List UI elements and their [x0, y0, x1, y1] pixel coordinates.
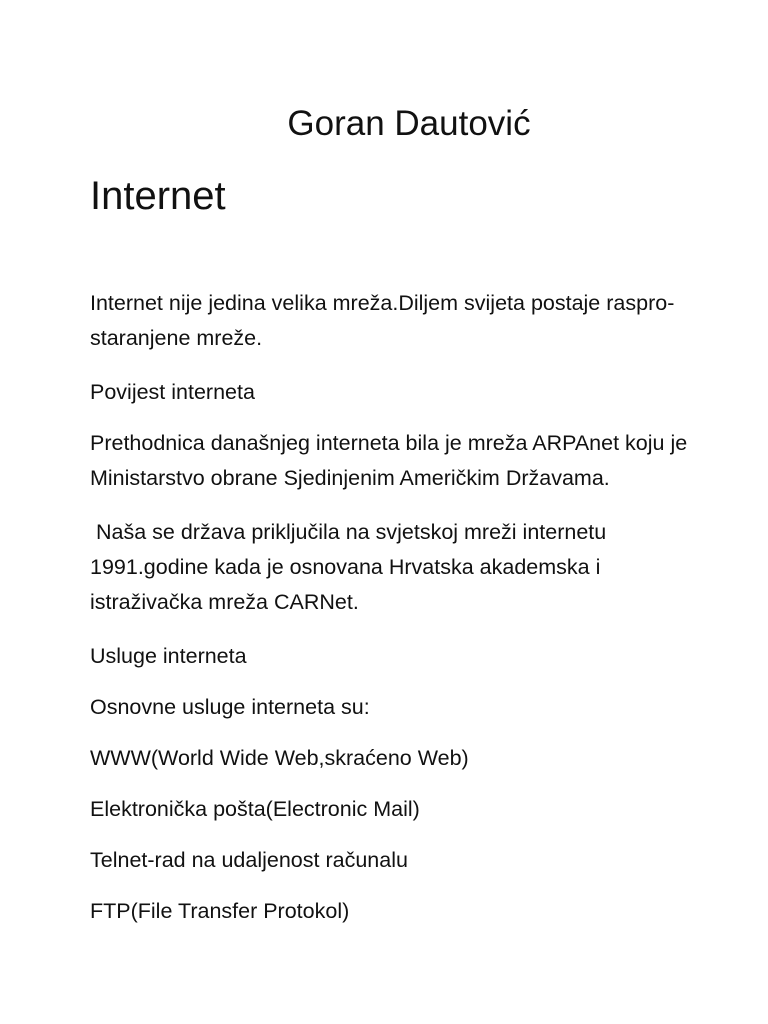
document-body [90, 286, 694, 945]
paragraph-history: Prethodnica današnjeg interneta bila je mreža ARPAnet koju je Ministarstvo obrane Sjedinjenim Američkim Državama. [90, 431, 694, 490]
paragraph-croatia: Naša se država priključila na svjetskoj mreži internetu 1991.godine kada je osnovana Hrvatska akademska i istraživačka mreža CARNet. [90, 520, 613, 614]
heading-services: Usluge interneta [90, 644, 247, 668]
list-item-email: Elektronička pošta(Electronic Mail) [90, 797, 420, 821]
paragraph-services-intro: Osnovne usluge interneta su: [90, 695, 370, 719]
list-item-ftp: FTP(File Transfer Protokol) [90, 899, 350, 923]
author-name: Goran Dautović [287, 104, 531, 143]
document-title: Internet [90, 174, 226, 218]
heading-history: Povijest interneta [90, 380, 255, 404]
paragraph-intro: Internet nije jedina velika mreža.Diljem svijeta postaje rasprostaranjene mreže. [90, 291, 675, 350]
list-item-www: WWW(World Wide Web,skraćeno Web) [90, 746, 469, 770]
list-item-telnet: Telnet-rad na udaljenost računalu [90, 848, 408, 872]
